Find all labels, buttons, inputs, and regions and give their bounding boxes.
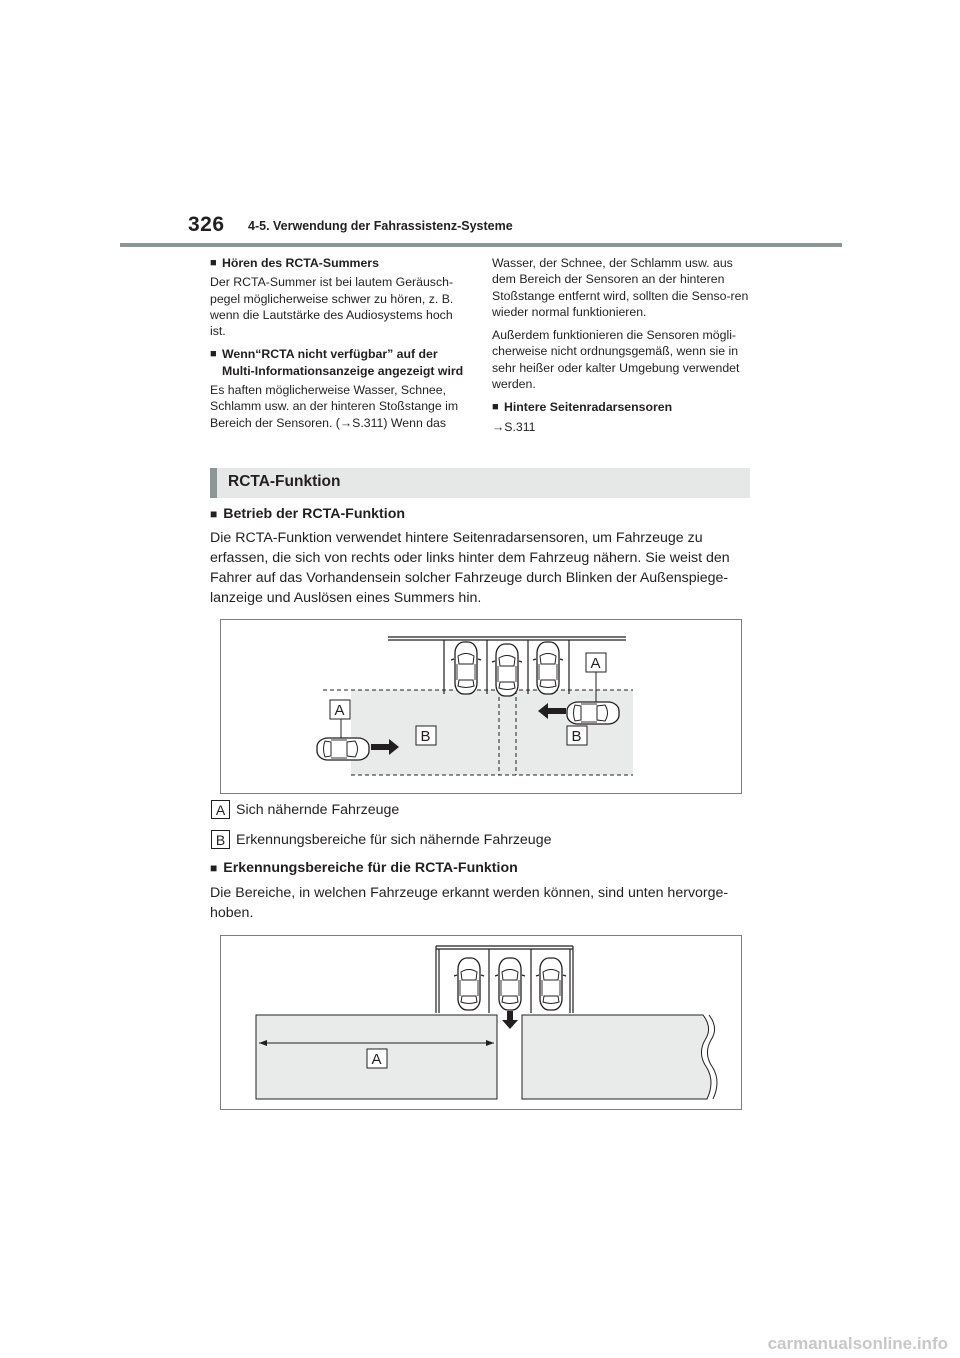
label-a: A <box>334 702 345 719</box>
subheading: ■ Hören des RCTA-Summers <box>210 256 379 270</box>
legend-item <box>211 800 399 819</box>
subheading: ■ Hintere Seitenradarsensoren <box>492 400 673 415</box>
operation-heading: ■ Betrieb der RCTA-Funktion <box>210 506 406 522</box>
legend-text: Erkennungsbereiche für sich nähernde Fahrzeuge <box>236 831 552 848</box>
car-icon <box>495 958 525 1010</box>
bullet-square-icon: ■ <box>210 257 217 269</box>
detection-text: Die Bereiche, in welchen Fahrzeuge erkannt werden können, sind unten hervorge-hoben. <box>210 885 729 921</box>
page-number: 326 <box>188 213 225 236</box>
label-b: B <box>571 728 582 745</box>
bullet-square-icon: ■ <box>210 861 218 875</box>
left-column <box>210 255 468 438</box>
chapter-title: 4-5. Verwendung der Fahrassistenz-Systeme <box>248 219 513 233</box>
page-reference-link[interactable]: →S.311 <box>492 419 536 434</box>
legend-key: B <box>211 830 230 849</box>
arrow-down-icon <box>502 1011 518 1029</box>
watermark-url: carmanualsonline.info <box>767 1334 948 1353</box>
label-a: A <box>590 655 601 672</box>
section-accent <box>210 468 217 498</box>
legend-key: A <box>211 800 230 819</box>
label-b: B <box>420 728 431 745</box>
section-title: RCTA-Funktion <box>228 473 341 490</box>
rcta-diagram-approaching <box>220 619 742 794</box>
legend-item <box>211 830 551 849</box>
section-header <box>210 468 750 498</box>
rcta-diagram-detection-areas <box>220 935 742 1110</box>
legend-text: Sich nähernde Fahrzeuge <box>236 801 400 818</box>
header-rule <box>120 243 842 247</box>
label-a: A <box>371 1051 382 1068</box>
detection-heading: ■ Erkennungsbereiche für die RCTA-Funktion <box>210 860 518 876</box>
car-icon <box>317 738 369 760</box>
car-icon <box>533 642 563 694</box>
paragraph: Wasser, der Schnee, der Schlamm usw. aus dem Bereich der Sensoren an der hinteren Stoßstange entfernt wird, sollten die Senso-ren wieder normal funktionieren. <box>492 256 749 319</box>
car-icon <box>536 958 566 1010</box>
car-icon <box>454 958 484 1010</box>
bullet-square-icon: ■ <box>210 348 217 361</box>
car-icon <box>492 644 522 696</box>
bullet-square-icon: ■ <box>210 507 218 521</box>
right-column <box>492 255 750 442</box>
car-icon <box>567 702 619 724</box>
paragraph: Es haften möglicherweise Wasser, Schnee, Schlamm usw. an der hinteren Stoßstange im Bereich der Sensoren. (→S.311) Wenn das <box>210 383 459 430</box>
paragraph: Außerdem funktionieren die Sensoren mögli-cherweise nicht ordnungsgemäß, wenn sie in sehr heißer oder kalter Umgebung verwendet werden. <box>492 328 740 392</box>
paragraph: Der RCTA-Summer ist bei lautem Geräusch-pegel möglicherweise schwer zu hören, z. B. wenn die Lautstärke des Audiosystems hoch ist. <box>210 275 454 339</box>
bullet-square-icon: ■ <box>492 401 499 414</box>
operation-text: Die RCTA-Funktion verwendet hintere Seitenradarsensoren, um Fahrzeuge zu erfassen, die sich von rechts oder links hinter dem Fahrzeug nähern. Sie weist den Fahrer auf das Vorhandensein solcher Fahrzeuge durch Blinken der Außenspiege-lanzeige und Auslösen eines Summers hin. <box>210 530 730 606</box>
detection-zone-right <box>522 1015 711 1099</box>
subheading: ■ Wenn“RCTA nicht verfügbar” auf der Multi-Informationsanzeige angezeigt wird <box>210 347 464 378</box>
car-icon <box>451 642 481 694</box>
